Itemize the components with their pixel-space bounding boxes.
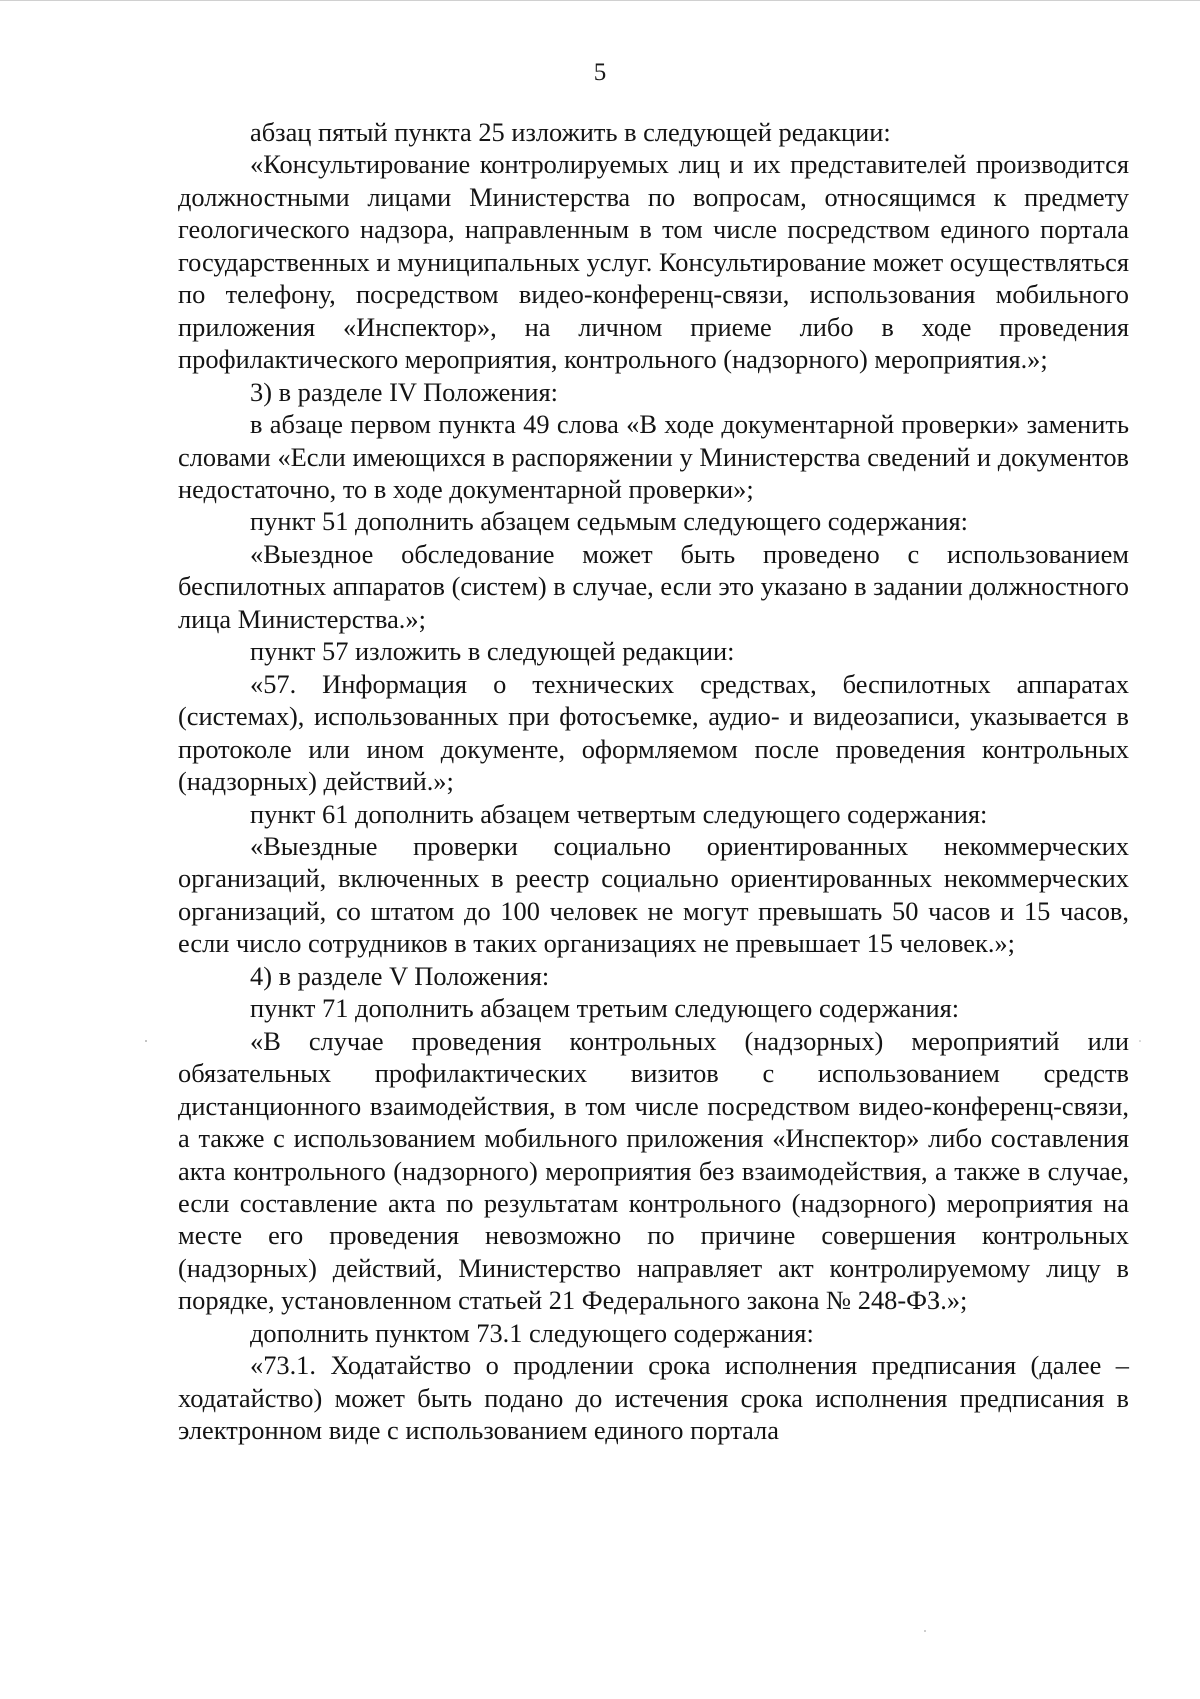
paragraph-amend-61: пункт 61 дополнить абзацем четвертым следующего содержания: <box>250 798 988 829</box>
scan-speck <box>1139 1040 1141 1042</box>
paragraph-field-inspection-text: «Выездное обследование может быть проведено с использованием беспилотных аппаратов (систем) в случае, если это указано в задании должностного лица Министерства.»; <box>178 538 1129 634</box>
paragraph-item-73-1-text: «73.1. Ходатайство о продлении срока исполнения предписания (далее – ходатайство) может быть подано до истечения срока исполнения предписания в электронном виде с использованием единого портала <box>178 1350 1129 1446</box>
paragraph-amend-57: пункт 57 изложить в следующей редакции: <box>250 636 735 667</box>
paragraph-section-v: 4) в разделе V Положения: <box>250 960 550 991</box>
scan-artifacts <box>0 1 1200 1699</box>
paragraph-consulting-text: «Консультирование контролируемых лиц и их представителей производится должностными лицами Министерства по вопросам, относящимся к предмету геологического надзора, направленным в том числе посредством единого портала государственных и муниципальных услуг. Консультирование может осуществляться по телефону, посредством видео-конференц-связи, использования мобильного приложения «Инспектор», на личном приеме либо в ходе проведения профилактического мероприятия, контрольного (надзорного) мероприятия.»; <box>178 149 1129 375</box>
scan-speck <box>924 1630 926 1632</box>
page-number: 5 <box>593 59 607 86</box>
paragraph-item-57-text: «57. Информация о технических средствах, беспилотных аппаратах (системах), использованных при фотосъемке, аудио- и видеозаписи, указывается в протоколе или ином документе, оформляемом после проведения контрольных (надзорных) действий.»; <box>178 668 1129 797</box>
paragraph-field-checks-text: «Выездные проверки социально ориентированных некоммерческих организаций, включенных в реестр социально ориентированных некоммерческих организаций, со штатом до 100 человек не могут превышать 50 часов и 15 часов, если число сотрудников в таких организациях не превышает 15 человек.»; <box>178 830 1129 959</box>
paragraph-remote-act-text: «В случае проведения контрольных (надзорных) мероприятий или обязательных профилактических визитов с использованием средств дистанционного взаимодействия, в том числе посредством видео-конференц-связи, а также с использованием мобильного приложения «Инспектор» либо составления акта контрольного (надзорного) мероприятия без взаимодействия, а также в случае, если составление акта по результатам контрольного (надзорного) мероприятия на месте его проведения невозможно по причине совершения контрольных (надзорных) действий, Министерство направляет акт контролируемому лицу в порядке, установленном статьей 21 Федерального закона № 248-ФЗ.»; <box>178 1025 1129 1316</box>
paragraph-amend-51: пункт 51 дополнить абзацем седьмым следующего содержания: <box>250 506 968 537</box>
paragraph-section-iv: 3) в разделе IV Положения: <box>250 376 559 407</box>
paragraph-amend-71: пункт 71 дополнить абзацем третьим следующего содержания: <box>250 993 960 1024</box>
paragraph-add-73-1: дополнить пунктом 73.1 следующего содержания: <box>250 1317 814 1348</box>
scan-speck <box>145 1040 147 1042</box>
paragraph-amend-25: абзац пятый пункта 25 изложить в следующей редакции: <box>250 117 891 147</box>
paragraph-amend-49: в абзаце первом пункта 49 слова «В ходе документарной проверки» заменить словами «Если имеющихся в распоряжении у Министерства сведений и документов недостаточно, то в ходе документарной проверки»; <box>178 409 1129 504</box>
